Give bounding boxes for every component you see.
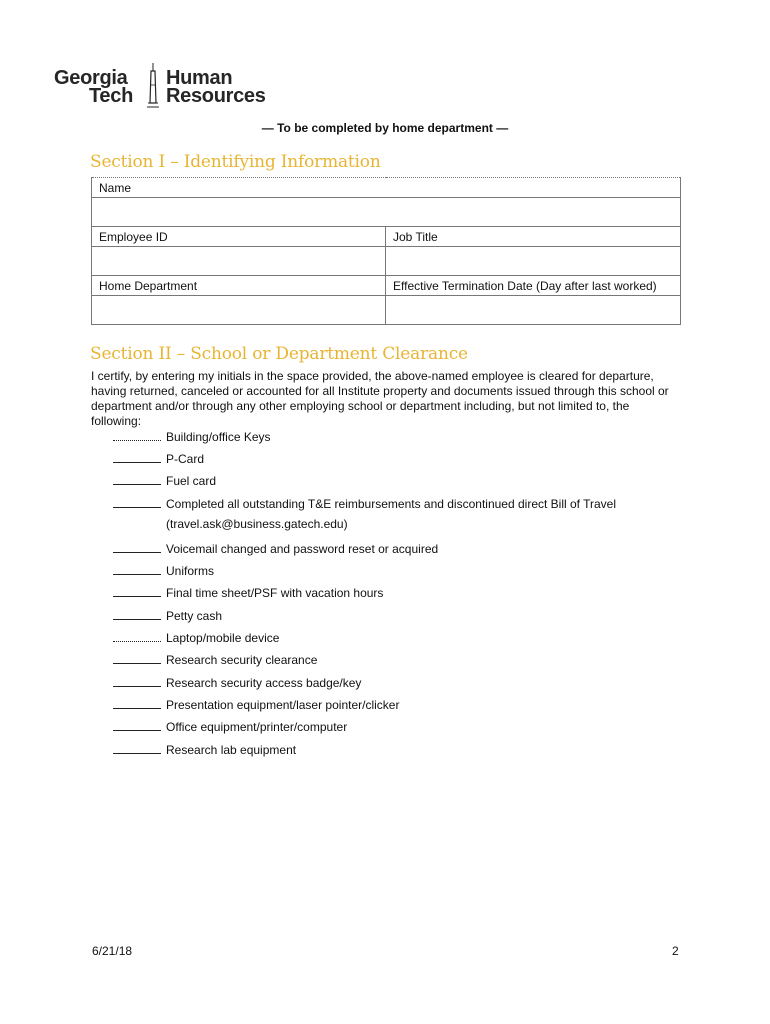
item-label: Fuel card — [166, 474, 217, 488]
tech-tower-icon — [146, 63, 160, 111]
item-label: Voicemail changed and password reset or acquired — [166, 542, 439, 556]
list-item — [113, 741, 296, 757]
list-item — [113, 584, 383, 600]
initials-blank[interactable] — [113, 540, 161, 553]
list-item — [113, 450, 204, 466]
list-item — [113, 718, 347, 734]
initials-blank[interactable] — [113, 651, 161, 664]
termination-date-label: Effective Termination Date (Day after last worked) — [386, 276, 681, 296]
travel-email: (travel.ask@business.gatech.edu) — [166, 517, 348, 531]
list-item — [113, 607, 222, 623]
initials-blank[interactable] — [113, 495, 161, 508]
list-item — [113, 428, 271, 444]
page-number: 2 — [672, 944, 679, 958]
item-label: Laptop/mobile device — [166, 631, 280, 645]
section-1-title: Section I – Identifying Information — [90, 152, 381, 172]
initials-blank[interactable] — [113, 584, 161, 597]
item-label: Research security access badge/key — [166, 676, 362, 690]
identifying-info-table — [91, 177, 681, 325]
list-item — [113, 472, 216, 488]
termination-date-field[interactable] — [386, 296, 681, 325]
job-title-field[interactable] — [386, 247, 681, 276]
logo-word-tech: Tech — [89, 85, 133, 107]
item-label: Completed all outstanding T&E reimbursements and discontinued direct Bill of Travel — [166, 497, 617, 511]
logo-word-georgia: Georgia — [54, 67, 128, 89]
initials-blank[interactable] — [113, 428, 161, 441]
section-2-title: Section II – School or Department Clearance — [90, 344, 468, 364]
list-item — [113, 629, 279, 645]
item-label: Presentation equipment/laser pointer/clicker — [166, 698, 400, 712]
list-item — [113, 540, 438, 556]
initials-blank[interactable] — [113, 696, 161, 709]
item-label: Uniforms — [166, 564, 215, 578]
logo-word-resources: Resources — [166, 85, 266, 107]
item-label: P-Card — [166, 452, 205, 466]
initials-blank[interactable] — [113, 450, 161, 463]
employee-id-label: Employee ID — [92, 227, 386, 247]
item-label: Office equipment/printer/computer — [166, 720, 348, 734]
georgia-tech-hr-logo — [54, 63, 294, 111]
item-label: Research lab equipment — [166, 743, 297, 757]
footer-date: 6/21/18 — [92, 944, 133, 958]
logo-word-human: Human — [166, 67, 233, 89]
list-item — [113, 674, 361, 690]
initials-blank[interactable] — [113, 718, 161, 731]
subtitle: — To be completed by home department — — [261, 121, 509, 135]
initials-blank[interactable] — [113, 607, 161, 620]
initials-blank[interactable] — [113, 562, 161, 575]
item-label: Building/office Keys — [166, 430, 271, 444]
job-title-label: Job Title — [386, 227, 681, 247]
employee-id-field[interactable] — [92, 247, 386, 276]
initials-blank[interactable] — [113, 741, 161, 754]
name-field[interactable] — [92, 198, 681, 227]
certification-paragraph: I certify, by entering my initials in the space provided, the above-named employee is cleared for departure, having returned, canceled or accounted for all Institute property and documents issued through this school or department and/or through any other employing school or department including, but not limited to, the following: — [91, 369, 669, 428]
list-item — [113, 651, 317, 667]
home-department-field[interactable] — [92, 296, 386, 325]
initials-blank[interactable] — [113, 629, 161, 642]
initials-blank[interactable] — [113, 472, 161, 485]
initials-blank[interactable] — [113, 674, 161, 687]
home-department-label: Home Department — [92, 276, 386, 296]
list-item — [113, 495, 616, 511]
list-item — [113, 696, 399, 712]
name-label: Name — [92, 178, 681, 198]
item-label: Final time sheet/PSF with vacation hours — [166, 586, 384, 600]
item-label: Petty cash — [166, 609, 223, 623]
item-label: Research security clearance — [166, 653, 318, 667]
list-item — [113, 562, 214, 578]
